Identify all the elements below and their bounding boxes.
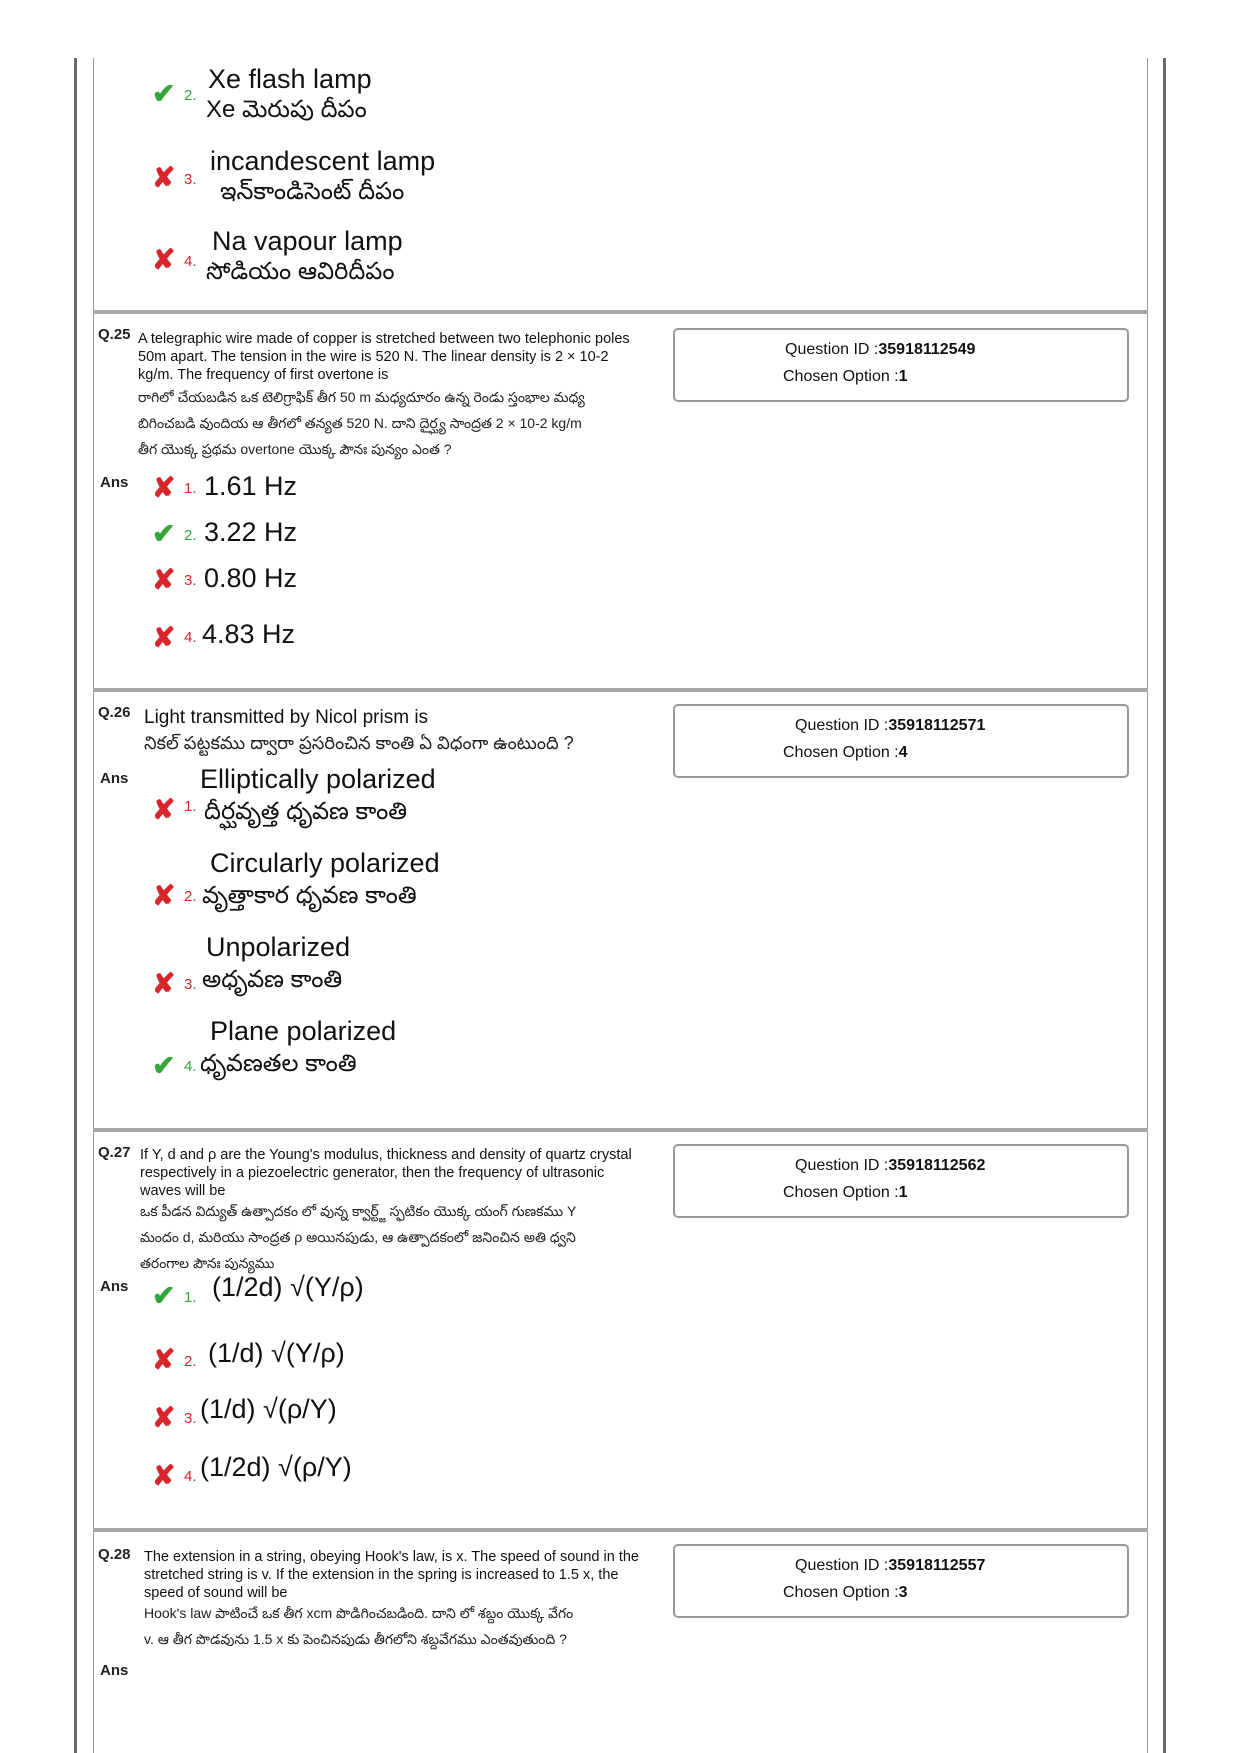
question-card-q25: [93, 314, 1148, 688]
question-line: తీగ యొక్క ప్రథమ overtone యొక్క పౌనః పున్యం ఎంత ?: [138, 441, 452, 457]
option-number: 2.: [184, 888, 197, 905]
question-text-te: నికల్ పట్టకము ద్వారా ప్రసరించిన కాంతి ఏ విధంగా ఉంటుంది ?: [144, 733, 574, 753]
question-id-line: [785, 341, 975, 359]
option-text-en: Elliptically polarized: [200, 764, 436, 794]
question-card-q28: [93, 1532, 1148, 1753]
option-number: 2.: [184, 1353, 197, 1370]
option-text-en: Xe flash lamp: [208, 64, 372, 94]
chosen-option-value: 3: [898, 1584, 908, 1601]
question-text-te: [138, 384, 585, 462]
option-number: 3.: [184, 171, 197, 188]
option-text-en: (1/2d) √(Y/ρ): [212, 1272, 364, 1302]
question-line: waves will be: [140, 1183, 226, 1199]
cross-icon: ✘: [152, 472, 176, 503]
check-icon: ✔: [152, 1280, 176, 1311]
question-info-box: [673, 328, 1129, 402]
chosen-option-value: 4: [898, 744, 908, 761]
question-line: speed of sound will be: [144, 1585, 288, 1601]
option-text-en: 3.22 Hz: [204, 517, 298, 547]
option-number: 1.: [184, 1289, 197, 1306]
option-text-te: అధృవణ కాంతి: [202, 966, 343, 993]
option-number: 1.: [184, 480, 197, 497]
chosen-option-line: [783, 744, 908, 762]
option-number: 2.: [184, 87, 197, 104]
check-icon: ✔: [152, 518, 176, 549]
question-id-label: Question ID :: [785, 341, 879, 358]
ans-label: Ans: [100, 474, 129, 491]
question-line: kg/m. The frequency of first overtone is: [138, 367, 389, 383]
check-icon: ✔: [152, 1050, 176, 1081]
question-id-line: [795, 1157, 985, 1175]
question-text-te: [140, 1198, 576, 1276]
question-id-value: 35918112571: [888, 717, 986, 734]
option-text-en: (1/d) √(ρ/Y): [200, 1394, 337, 1424]
cross-icon: ✘: [152, 880, 176, 911]
question-id-value: 35918112562: [888, 1157, 986, 1174]
option-text-en: incandescent lamp: [210, 146, 436, 176]
cross-icon: ✘: [152, 622, 176, 653]
question-info-box: [673, 704, 1129, 778]
option-text-en: Circularly polarized: [210, 848, 440, 878]
option-number: 4.: [184, 629, 197, 646]
option-number: 4.: [184, 1468, 197, 1485]
cross-icon: ✘: [152, 564, 176, 595]
question-line: ఒక పీడన విద్యుత్ ఉత్పాదకం లో వున్న క్వార్ట్జ్ స్ఫటికం యొక్క యంగ్ గుణకము Y: [140, 1203, 577, 1219]
chosen-option-label: Chosen Option :: [783, 1584, 899, 1601]
ans-label: Ans: [100, 1662, 129, 1679]
option-text-en: (1/2d) √(ρ/Y): [200, 1452, 352, 1482]
ans-label: Ans: [100, 1278, 129, 1295]
chosen-option-label: Chosen Option :: [783, 744, 899, 761]
question-line: v. ఆ తీగ పొడవును 1.5 x కు పెంచినపుడు తీగలోని శబ్దవేగము ఎంతవుతుంది ?: [144, 1631, 567, 1647]
question-line: మందం d, మరియు సాంద్రత ρ అయినపుడు, ఆ ఉత్పాదకంలో జనించిన అతి ధ్వని: [140, 1229, 576, 1245]
chosen-option-label: Chosen Option :: [783, 368, 899, 385]
question-id-value: 35918112549: [878, 341, 976, 358]
question-line: stretched string is v. If the extension in the spring is increased to 1.5 x, the: [144, 1567, 619, 1583]
option-text-te: ఇన్‌కాండిసెంట్ దీపం: [220, 178, 405, 205]
question-id-line: [795, 717, 985, 735]
question-text-en: [138, 330, 630, 384]
option-number: 2.: [184, 527, 197, 544]
chosen-option-line: [783, 368, 908, 386]
option-text-en: Na vapour lamp: [212, 226, 403, 256]
question-card-q26: [93, 692, 1148, 1128]
question-info-box: [673, 1544, 1129, 1618]
option-number: 3.: [184, 572, 197, 589]
cross-icon: ✘: [152, 1344, 176, 1375]
option-number: 1.: [184, 798, 197, 815]
chosen-option-line: [783, 1184, 908, 1202]
question-number: Q.27: [98, 1144, 131, 1161]
question-text-en: [140, 1146, 632, 1200]
option-number: 3.: [184, 976, 197, 993]
chosen-option-label: Chosen Option :: [783, 1184, 899, 1201]
cross-icon: ✘: [152, 794, 176, 825]
question-id-label: Question ID :: [795, 1157, 889, 1174]
option-text-en: 4.83 Hz: [202, 619, 296, 649]
page-border-left: [74, 58, 77, 1753]
option-text-en: Plane polarized: [210, 1016, 397, 1046]
question-line: respectively in a piezoelectric generator, then the frequency of ultrasonic: [140, 1165, 605, 1181]
question-id-value: 35918112557: [888, 1557, 986, 1574]
option-text-en: (1/d) √(Y/ρ): [208, 1338, 345, 1368]
option-number: 4.: [184, 1058, 197, 1075]
question-line: 50m apart. The tension in the wire is 520 N. The linear density is 2 × 10-2: [138, 349, 609, 365]
cross-icon: ✘: [152, 162, 176, 193]
option-text-en: 0.80 Hz: [204, 563, 298, 593]
chosen-option-value: 1: [898, 368, 908, 385]
cross-icon: ✘: [152, 1460, 176, 1491]
question-line: Hook's law పాటించే ఒక తీగ xcm పొడిగించబడింది. దాని లో శబ్దం యొక్క వేగం: [144, 1605, 574, 1621]
option-number: 4.: [184, 253, 197, 270]
check-icon: ✔: [152, 78, 176, 109]
option-text-te: దీర్ఘవృత్త ధృవణ కాంతి: [204, 798, 408, 825]
option-number: 3.: [184, 1410, 197, 1427]
option-text-te: ధృవణతల కాంతి: [200, 1050, 357, 1077]
cross-icon: ✘: [152, 244, 176, 275]
option-text-te: వృత్తాకార ధృవణ కాంతి: [202, 882, 417, 909]
question-text-en: [144, 1548, 639, 1602]
question-info-box: [673, 1144, 1129, 1218]
option-text-te: సోడియం ఆవిరిదీపం: [206, 258, 395, 285]
question-number: Q.28: [98, 1546, 131, 1563]
question-card-q27: [93, 1132, 1148, 1528]
question-text-te: [144, 1600, 573, 1652]
question-number: Q.25: [98, 326, 131, 343]
question-card-q24: [93, 58, 1148, 310]
option-text-en: 1.61 Hz: [204, 471, 298, 501]
cross-icon: ✘: [152, 968, 176, 999]
question-id-label: Question ID :: [795, 1557, 889, 1574]
question-id-label: Question ID :: [795, 717, 889, 734]
chosen-option-line: [783, 1584, 908, 1602]
page-border-right: [1163, 58, 1166, 1753]
chosen-option-value: 1: [898, 1184, 908, 1201]
question-line: A telegraphic wire made of copper is stretched between two telephonic poles: [138, 331, 630, 347]
question-id-line: [795, 1557, 985, 1575]
question-text-en: Light transmitted by Nicol prism is: [144, 707, 429, 728]
question-line: If Y, d and ρ are the Young's modulus, thickness and density of quartz crystal: [140, 1147, 632, 1163]
question-line: బిగించబడి వుందియ ఆ తీగలో తన్యత 520 N. దాని దైర్ఘ్య సాంద్రత 2 × 10-2 kg/m: [138, 415, 582, 431]
question-number: Q.26: [98, 704, 131, 721]
ans-label: Ans: [100, 770, 129, 787]
option-text-te: Xe మెరుపు దీపం: [206, 96, 367, 123]
question-line: The extension in a string, obeying Hook's law, is x. The speed of sound in the: [144, 1549, 639, 1565]
question-line: తరంగాల పౌనః పున్యము: [140, 1255, 275, 1271]
cross-icon: ✘: [152, 1402, 176, 1433]
question-line: రాగిలో చేయబడిన ఒక టెలిగ్రాఫిక్ తీగ 50 m మధ్యదూరం ఉన్న రెండు స్తంభాల మధ్య: [138, 389, 585, 405]
option-text-en: Unpolarized: [206, 932, 351, 962]
